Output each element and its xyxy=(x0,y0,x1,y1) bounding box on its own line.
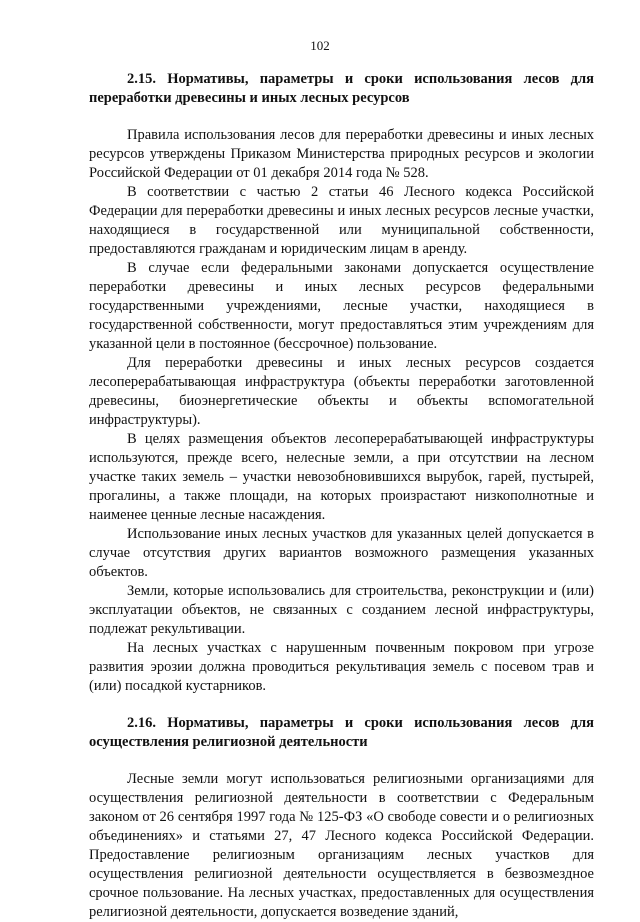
page-number: 102 xyxy=(310,38,330,53)
section-heading: 2.15. Нормативы, параметры и сроки использования лесов для переработки древесины и иных лесных ресурсов xyxy=(89,71,594,106)
section-2-15 xyxy=(89,70,594,696)
paragraph: В соответствии с частью 2 статьи 46 Лесного кодекса Российской Федерации для переработки древесины и иных лесных ресурсов лесные участки, находящиеся в государственной или муниципальной собственности, предоставляются гражданам и юридическим лицам в аренду. xyxy=(89,184,594,257)
paragraph: В случае если федеральными законами допускается осуществление переработки древесины и иных лесных ресурсов федеральными государственными учреждениями, лесные участки, находящиеся в государственной собственности, могут предоставляться этим учреждениям для указанной цели в постоянное (бессрочное) пользование. xyxy=(89,260,594,352)
document-content xyxy=(89,70,594,922)
paragraph: Лесные земли могут использоваться религиозными организациями для осуществления религиозной деятельности в соответствии с Федеральным законом от 26 сентября 1997 года № 125-ФЗ «О свободе совести и о религиозных объединениях» и статьями 27, 47 Лесного кодекса Российской Федерации. Предоставление религиозным организациям лесных участков для осуществления религиозной деятельности осуществляется в безвозмездное срочное пользование. На лесных участках, предоставленных для осуществления религиозной деятельности, допускается возведение зданий, xyxy=(89,771,594,920)
paragraph: Земли, которые использовались для строительства, реконструкции и (или) эксплуатации объектов, не связанных с созданием лесной инфраструктуры, подлежат рекультивации. xyxy=(89,583,594,637)
paragraph: В целях размещения объектов лесоперерабатывающей инфраструктуры используются, прежде всего, нелесные земли, а при отсутствии на лесном участке таких земель – участки невозобновившихся вырубок, гарей, пустырей, прогалины, а также площади, на которых произрастают низкополнотные и наименее ценные лесные насаждения. xyxy=(89,431,594,523)
section-2-16 xyxy=(89,714,594,922)
paragraph: На лесных участках с нарушенным почвенным покровом при угрозе развития эрозии должна проводиться рекультивация земель с посевом трав и (или) посадкой кустарников. xyxy=(89,640,594,694)
section-heading: 2.16. Нормативы, параметры и сроки использования лесов для осуществления религиозной деятельности xyxy=(89,715,594,750)
paragraph: Правила использования лесов для переработки древесины и иных лесных ресурсов утверждены Приказом Министерства природных ресурсов и экологии Российской Федерации от 01 декабря 2014 года № 528. xyxy=(89,127,594,181)
paragraph: Использование иных лесных участков для указанных целей допускается в случае отсутствия других вариантов возможного размещения указанных объектов. xyxy=(89,526,594,580)
paragraph: Для переработки древесины и иных лесных ресурсов создается лесоперерабатывающая инфраструктура (объекты переработки заготовленной древесины, биоэнергетические объекты и объекты вспомогательной инфраструктуры). xyxy=(89,355,594,428)
